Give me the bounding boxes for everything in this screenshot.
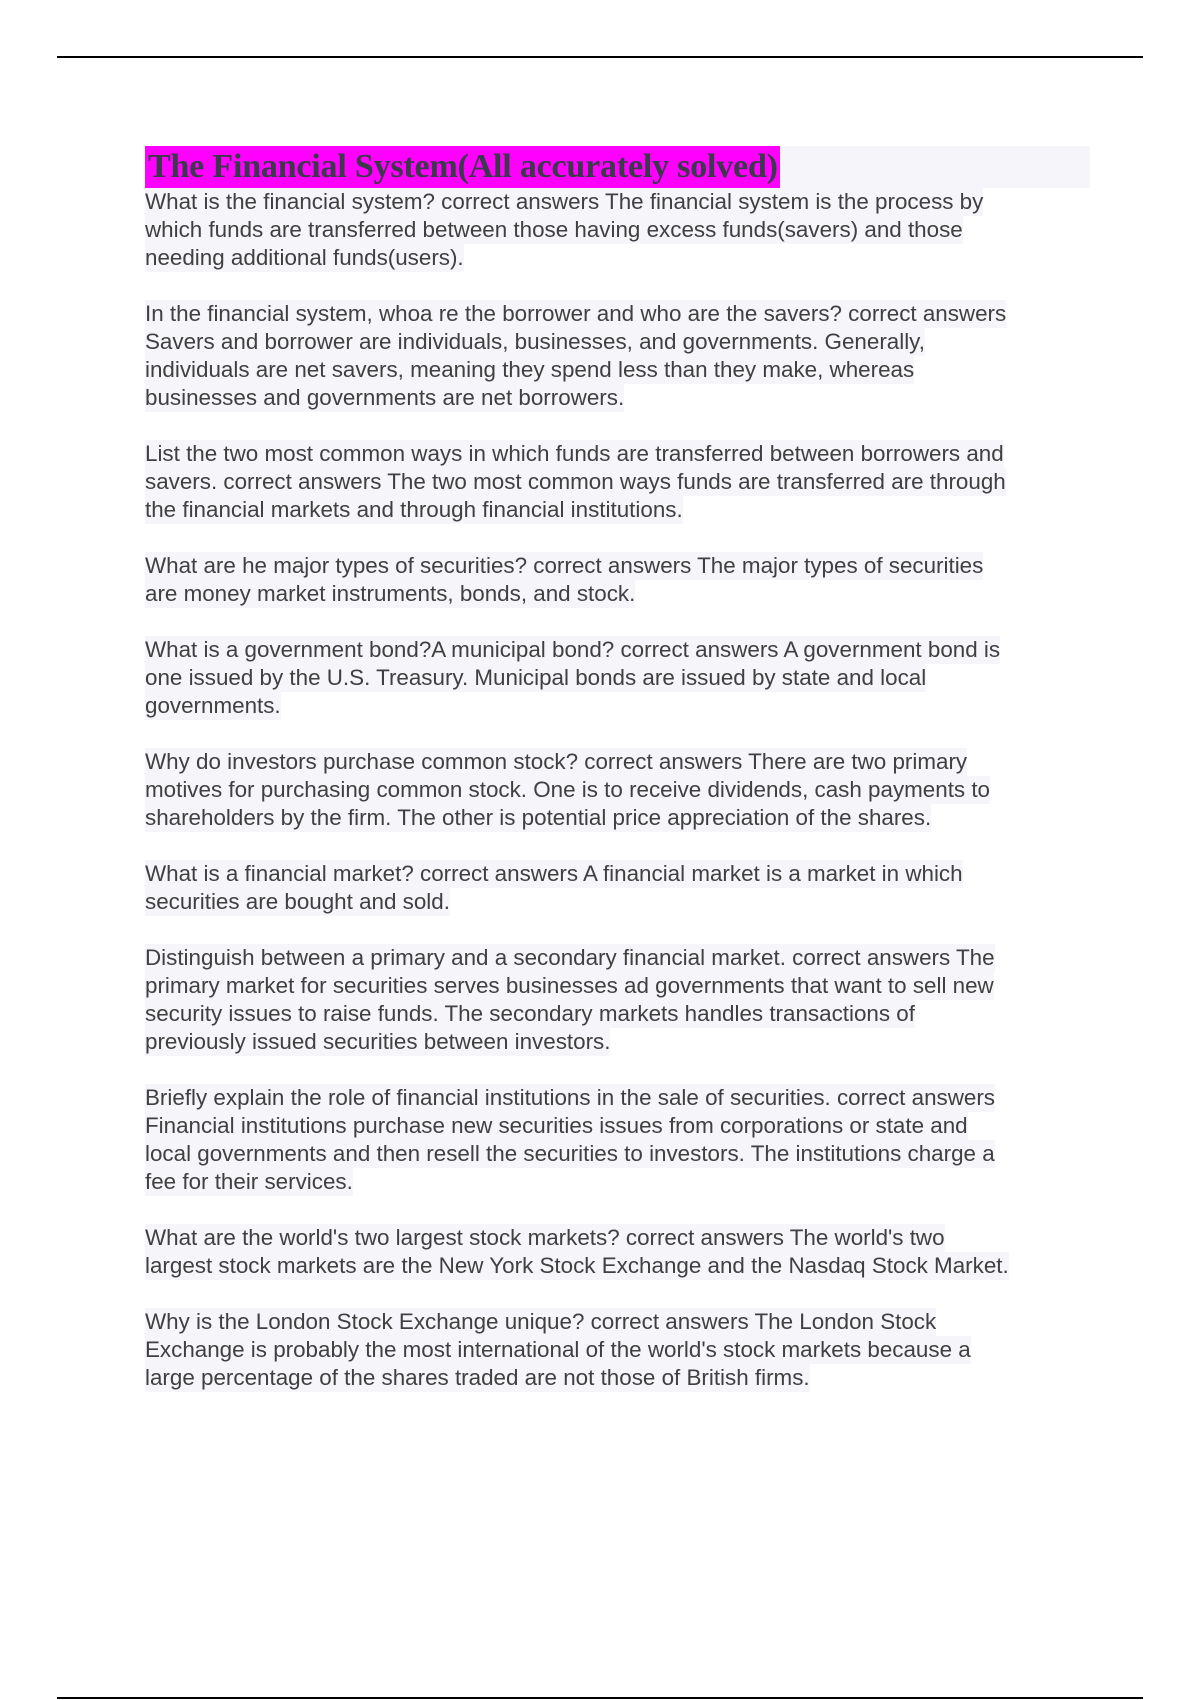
- qa-line: What is a financial market? correct answers A financial market is a market in which: [145, 861, 963, 886]
- qa-line: Financial institutions purchase new securities issues from corporations or state and: [145, 1113, 968, 1138]
- qa-line: motives for purchasing common stock. One is to receive dividends, cash payments to: [145, 777, 991, 802]
- qa-line: which funds are transferred between those having excess funds(savers) and those: [145, 217, 963, 242]
- bottom-rule: [57, 1697, 1143, 1699]
- qa-line: shareholders by the firm. The other is potential price appreciation of the shares.: [145, 805, 932, 830]
- qa-line: fee for their services.: [145, 1169, 353, 1194]
- qa-paragraph: [145, 552, 1090, 608]
- qa-paragraph: [145, 944, 1090, 1056]
- qa-line: the financial markets and through financial institutions.: [145, 497, 683, 522]
- qa-line: Why do investors purchase common stock? correct answers There are two primary: [145, 749, 968, 774]
- qa-paragraph: [145, 636, 1090, 720]
- title-bar: [145, 146, 1090, 188]
- qa-line: In the financial system, whoa re the borrower and who are the savers? correct answers: [145, 301, 1007, 326]
- qa-line: individuals are net savers, meaning they spend less than they make, whereas: [145, 357, 915, 382]
- qa-line: one issued by the U.S. Treasury. Municipal bonds are issued by state and local: [145, 665, 927, 690]
- qa-paragraph: [145, 188, 1090, 272]
- qa-line: What are the world's two largest stock markets? correct answers The world's two: [145, 1225, 945, 1250]
- qa-line: Distinguish between a primary and a secondary financial market. correct answers The: [145, 945, 995, 970]
- qa-line: Exchange is probably the most international of the world's stock markets because a: [145, 1337, 971, 1362]
- qa-line: security issues to raise funds. The secondary markets handles transactions of: [145, 1001, 915, 1026]
- qa-line: What is the financial system? correct answers The financial system is the process by: [145, 189, 984, 214]
- qa-line: local governments and then resell the securities to investors. The institutions charge a: [145, 1141, 995, 1166]
- qa-paragraph: [145, 1308, 1090, 1392]
- document-body: [145, 146, 1090, 1420]
- qa-line: large percentage of the shares traded are not those of British firms.: [145, 1365, 810, 1390]
- document-title: The Financial System(All accurately solved): [145, 146, 780, 188]
- qa-line: Why is the London Stock Exchange unique? correct answers The London Stock: [145, 1309, 937, 1334]
- qa-paragraph: [145, 440, 1090, 524]
- top-rule: [57, 56, 1143, 58]
- qa-line: primary market for securities serves businesses ad governments that want to sell new: [145, 973, 994, 998]
- qa-line: largest stock markets are the New York Stock Exchange and the Nasdaq Stock Market.: [145, 1253, 1009, 1278]
- qa-line: governments.: [145, 693, 281, 718]
- qa-line: are money market instruments, bonds, and stock.: [145, 581, 636, 606]
- qa-paragraph: [145, 1224, 1090, 1280]
- qa-line: Savers and borrower are individuals, businesses, and governments. Generally,: [145, 329, 925, 354]
- qa-list: [145, 188, 1090, 1392]
- qa-line: savers. correct answers The two most common ways funds are transferred are through: [145, 469, 1006, 494]
- qa-line: List the two most common ways in which funds are transferred between borrowers and: [145, 441, 1004, 466]
- qa-line: What is a government bond?A municipal bond? correct answers A government bond is: [145, 637, 1001, 662]
- qa-paragraph: [145, 1084, 1090, 1196]
- qa-line: Briefly explain the role of financial institutions in the sale of securities. correct answers: [145, 1085, 996, 1110]
- qa-paragraph: [145, 860, 1090, 916]
- qa-line: previously issued securities between investors.: [145, 1029, 611, 1054]
- qa-line: businesses and governments are net borrowers.: [145, 385, 625, 410]
- qa-paragraph: [145, 300, 1090, 412]
- qa-paragraph: [145, 748, 1090, 832]
- qa-line: securities are bought and sold.: [145, 889, 450, 914]
- qa-line: needing additional funds(users).: [145, 245, 464, 270]
- qa-line: What are he major types of securities? correct answers The major types of securities: [145, 553, 984, 578]
